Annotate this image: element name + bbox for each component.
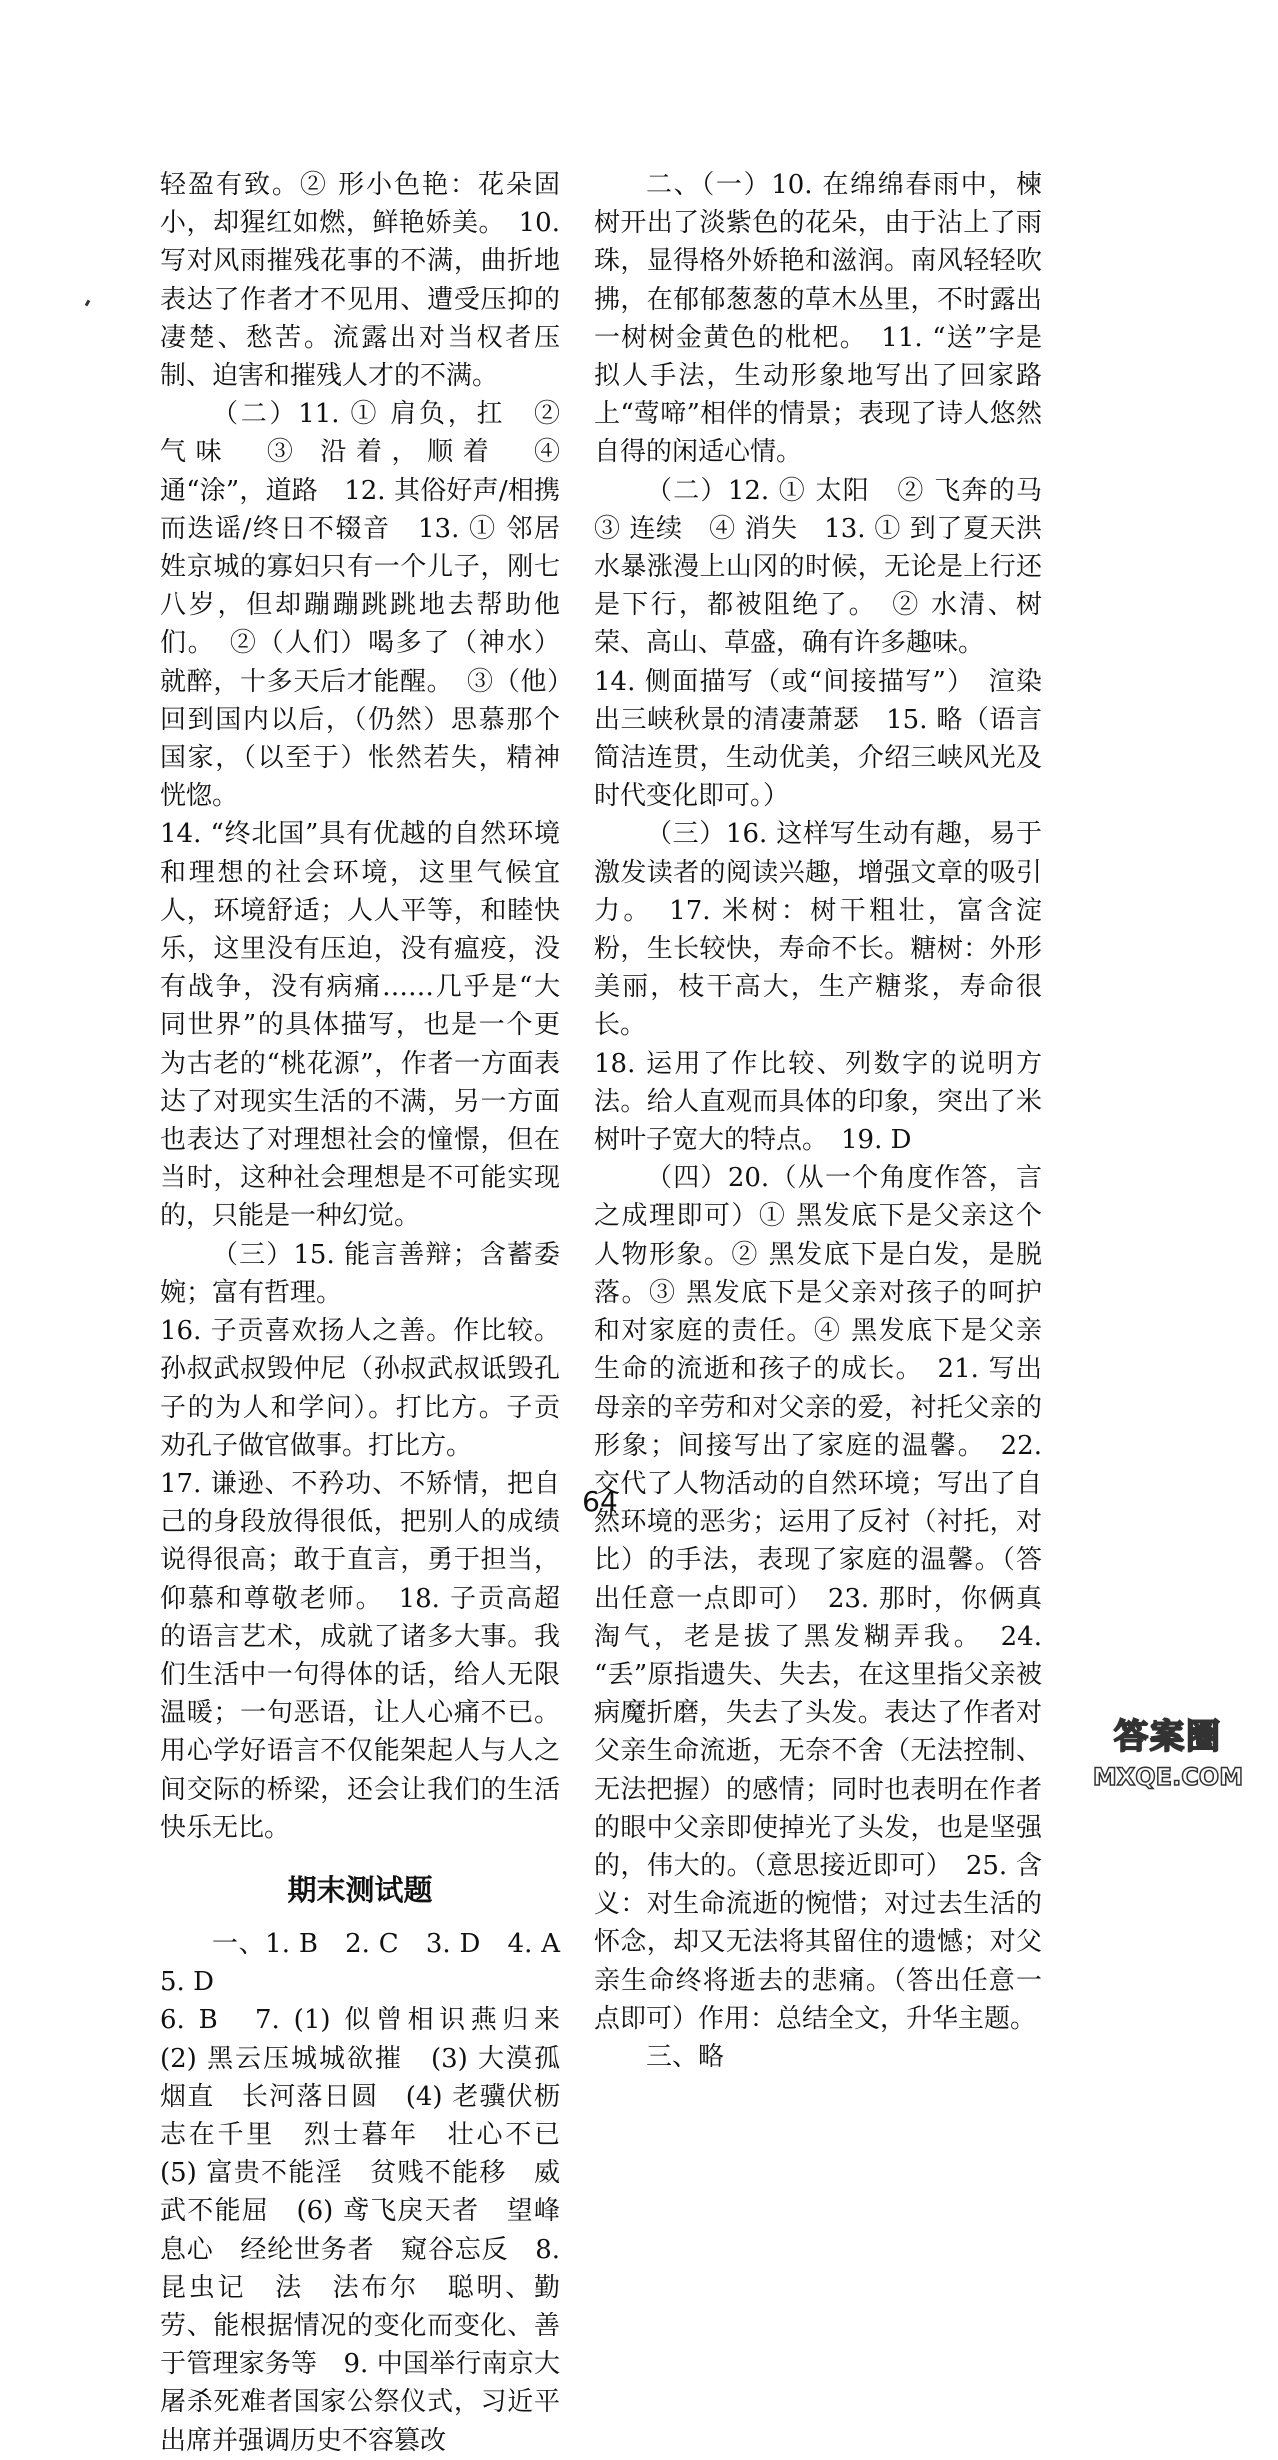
stray-mark	[85, 300, 91, 307]
paragraph: 18. 运用了作比较、列数字的说明方法。给人直观而具体的印象，突出了米树叶子宽大的特点。 19. D	[594, 1048, 1042, 1156]
paragraph: 6. B 7. (1) 似曾相识燕归来 (2) 黑云压城城欲摧 (3) 大漠孤烟直 长河落日圆 (4) 老骥伏枥 志在千里 烈士暮年 壮心不已 (5) 富贵不能淫 贫贱不能移 威武不能屈 (6) 鸢飞戾天者 望峰息心 经纶世务者 窥谷忘反 8. 昆虫记 法 法布尔 聪明、勤劳、能根据情况的变化而变化、善于管理家务等 9. 中国举行南京大屠杀死难者国家公祭仪式，习近平出席并强调历史不容篡改	[160, 2005, 587, 2456]
watermark-bottom-text: MXQE.COM	[1092, 1763, 1244, 1791]
paragraph: （三）16. 这样写生动有趣，易于激发读者的阅读兴趣，增强文章的吸引力。 17. 米树：树干粗壮，富含淀粉，生长较快，寿命不长。糖树：外形美丽，枝干高大，生产糖浆，寿命很长。	[594, 819, 1042, 1041]
section-title: 期末测试题	[287, 1872, 433, 1907]
paragraph: 17. 谦逊、不矜功、不矫情，把自己的身段放得很低，把别人的成绩说得很高；敢于直言，勇于担当，仰慕和尊敬老师。 18. 子贡高超的语言艺术，成就了诸多大事。我们生活中一句得体的话，给人无限温暖；一句恶语，让人心痛不已。用心学好语言不仅能架起人与人之间交际的桥梁，还会让我们的生活快乐无比。	[160, 1468, 560, 1843]
paragraph: （二）11. ① 肩负，扛 ② 气味 ③ 沿着，顺着 ④ 通“涂”，道路 12. 其俗好声/相携而迭谣/终日不辍音 13. ① 邻居姓京城的寡妇只有一个儿子，刚七八岁，但却蹦蹦跳跳地去帮助他们。 ②（人们）喝多了（神水）就醉，十多天后才能醒。 ③（他）回到国内以后，（仍然）思慕那个国家，（以至于）怅然若失，精神恍惚。	[160, 399, 560, 812]
page-number: 64	[582, 1485, 618, 1518]
paragraph: 16. 子贡喜欢扬人之善。作比较。孙叔武叔毁仲尼（孙叔武叔诋毁孔子的为人和学问）。打比方。子贡劝孔子做官做事。打比方。	[160, 1316, 560, 1461]
paragraph: （四）20.（从一个角度作答，言之成理即可）① 黑发底下是父亲这个人物形象。② 黑发底下是白发，是脱落。③ 黑发底下是父亲对孩子的呵护和对家庭的责任。④ 黑发底下是父亲生命的流逝和孩子的成长。 21. 写出母亲的辛劳和对父亲的爱，衬托父亲的形象；间接写出了家庭的温馨。 22. 交代了人物活动的自然环境；写出了自然环境的恶劣；运用了反衬（衬托，对比）的手法，表现了家庭的温馨。（答出任意一点即可） 23. 那时，你俩真淘气，老是拔了黑发糊弄我。 24. “丢”原指遗失、失去，在这里指父亲被病魔折磨，失去了头发。表达了作者对父亲生命流逝，无奈不舍（无法控制、无法把握）的感情；同时也表明在作者的眼中父亲即使掉光了头发，也是坚强的，伟大的。（意思接近即可） 25. 含义：对生命流逝的惋惜；对过去生活的怀念，却又无法将其留住的遗憾；对父亲生命终将逝去的悲痛。（答出任意一点即可）作用：总结全文，升华主题。	[594, 1163, 1042, 2034]
paragraph: 14. “终北国”具有优越的自然环境和理想的社会环境，这里气候宜人，环境舒适；人人平等，和睦快乐，这里没有压迫，没有瘟疫，没有战争，没有病痛……几乎是“大同世界”的具体描写，也是一个更为古老的“桃花源”，作者一方面表达了对现实生活的不满，另一方面也表达了对理想社会的憧憬，但在当时，这种社会理想是不可能实现的，只能是一种幻觉。	[160, 819, 560, 1232]
left-paragraphs-after	[160, 1925, 587, 2460]
paragraph: （三）15. 能言善辩；含蓄委婉；富有哲理。	[160, 1239, 560, 1308]
left-column	[160, 166, 587, 2460]
left-paragraphs	[160, 166, 560, 1847]
paragraph: （二）12. ① 太阳 ② 飞奔的马 ③ 连续 ④ 消失 13. ① 到了夏天洪水暴涨漫上山冈的时候，无论是上行还是下行，都被阻绝了。 ② 水清、树荣、高山、草盛，确有许多趣味。	[594, 475, 1069, 659]
watermark-top-text: 答案圈	[1114, 1717, 1222, 1757]
paragraph: 三、略	[646, 2041, 725, 2072]
paragraph: 二、（一）10. 在绵绵春雨中，楝树开出了淡紫色的花朵，由于沾上了雨珠，显得格外娇艳和滋润。南风轻轻吹拂，在郁郁葱葱的草木丛里，不时露出一树树金黄色的枇杷。 11. “送”字是拟人手法，生动形象地写出了回家路上“莺啼”相伴的情景；表现了诗人悠然自得的闲适心情。	[594, 170, 1042, 468]
right-column	[594, 166, 1069, 2076]
paragraph: 轻盈有致。② 形小色艳：花朵固小，却猩红如燃，鲜艳娇美。 10. 写对风雨摧残花事的不满，曲折地表达了作者才不见用、遭受压抑的凄楚、愁苦。流露出对当权者压制、迫害和摧残人才的不满。	[160, 170, 560, 392]
paragraph: 一、1. B 2. C 3. D 4. A 5. D	[160, 1928, 587, 1998]
watermark-logo	[1078, 1712, 1258, 1792]
paragraph: 14. 侧面描写（或“间接描写”） 渲染出三峡秋景的清凄萧瑟 15. 略（语言简洁连贯，生动优美，介绍三峡风光及时代变化即可。）	[594, 666, 1042, 812]
